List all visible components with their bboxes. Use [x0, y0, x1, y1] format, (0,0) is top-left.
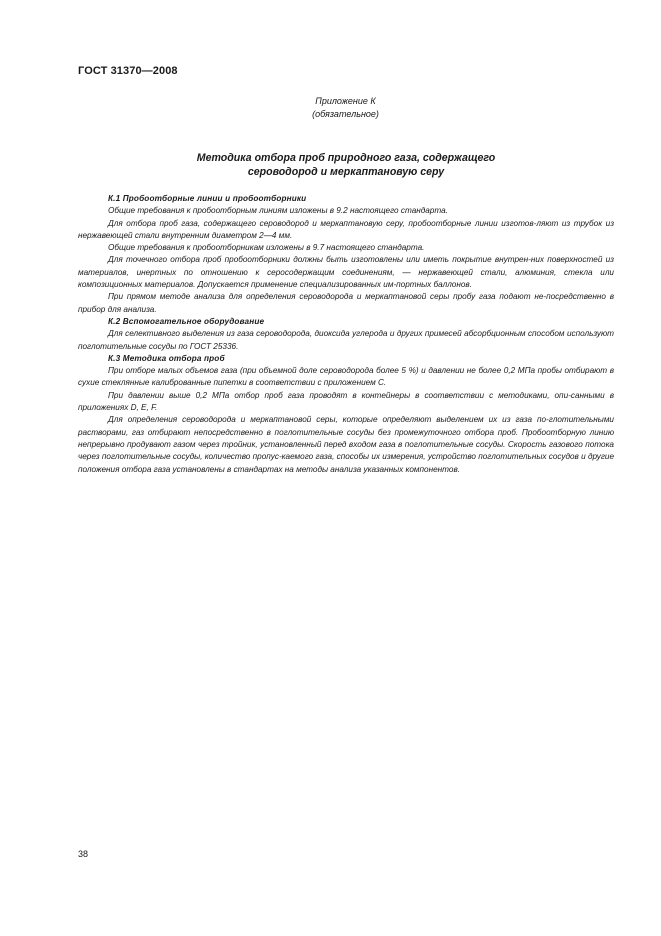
paragraph: При давлении выше 0,2 МПа отбор проб газа проводят в контейнеры в соответствии с методиками, опи-санными в приложениях D, E, F. [78, 390, 614, 413]
annex-label: Приложение К [315, 96, 376, 106]
annex-title-line-1: Методика отбора проб природного газа, содержащего [196, 152, 496, 164]
standard-code: ГОСТ 31370—2008 [78, 65, 178, 77]
paragraph: Для точечного отбора проб пробоотборники должны быть изготовлены или иметь покрытие внутрен-них поверхностей из материалов, инертных по отношению к серосодержащим соединениям, — нержавеющей стали, алюминия, стекла или композиционных материалов. Допускается применение специализированных им-портных баллонов. [78, 255, 614, 290]
paragraph: Для селективного выделения из газа сероводорода, диоксида углерода и других примесей абсорбционным способом используют поглотительные сосуды по ГОСТ 25336. [78, 329, 614, 351]
section-heading-k2: К.2 Вспомогательное оборудование [108, 316, 265, 326]
annex-header [0, 95, 661, 120]
section-heading-k1: К.1 Пробоотборные линии и пробоотборники [108, 194, 307, 203]
annex-title [78, 152, 614, 179]
page-number: 38 [78, 849, 89, 859]
paragraph: Для отбора проб газа, содержащего сероводород и меркаптановую серу, пробоотборные линии изготов-ляют из трубок из нержавеющей стали внутренним диаметром 2—4 мм. [78, 218, 614, 240]
section-heading-k3: К.3 Методика отбора проб [108, 353, 225, 363]
paragraph: При отборе малых объемов газа (при объемной доле сероводорода более 5 %) и давлении не более 0,2 МПа пробы отбирают в сухие стеклянные калиброванные пипетки в соответствии с приложением С. [78, 366, 614, 388]
annex-status: (обязательное) [312, 108, 379, 119]
paragraph: Для определения сероводорода и меркаптановой серы, которые определяют выделением их из газа по-глотительными растворами, газ отбирают непосредственно в поглотительные сосуды без промежуточного отбора проб. Пробоотборную линию непрерывно продувают газом через тройник, установленный перед входом газа в поглотительные сосуды. Скорость газового потока через поглотительные сосуды, количество пропус-каемого газа, способы их измерения, устройство поглотительных сосудов и другие положения отбора газа установлены в стандартах на методы анализа указанных компонентов. [78, 415, 614, 474]
document-body [78, 193, 614, 476]
paragraph: При прямом методе анализа для определения сероводорода и меркаптановой серы пробу газа подают не-посредственно в прибор для анализа. [78, 292, 614, 314]
paragraph: Общие требования к пробоотборникам изложены в 9.7 настоящего стандарта. [108, 243, 425, 253]
paragraph: Общие требования к пробоотборным линиям изложены в 9.2 настоящего стандарта. [108, 206, 448, 216]
annex-title-line-2: сероводород и меркаптановую серу [247, 165, 445, 178]
